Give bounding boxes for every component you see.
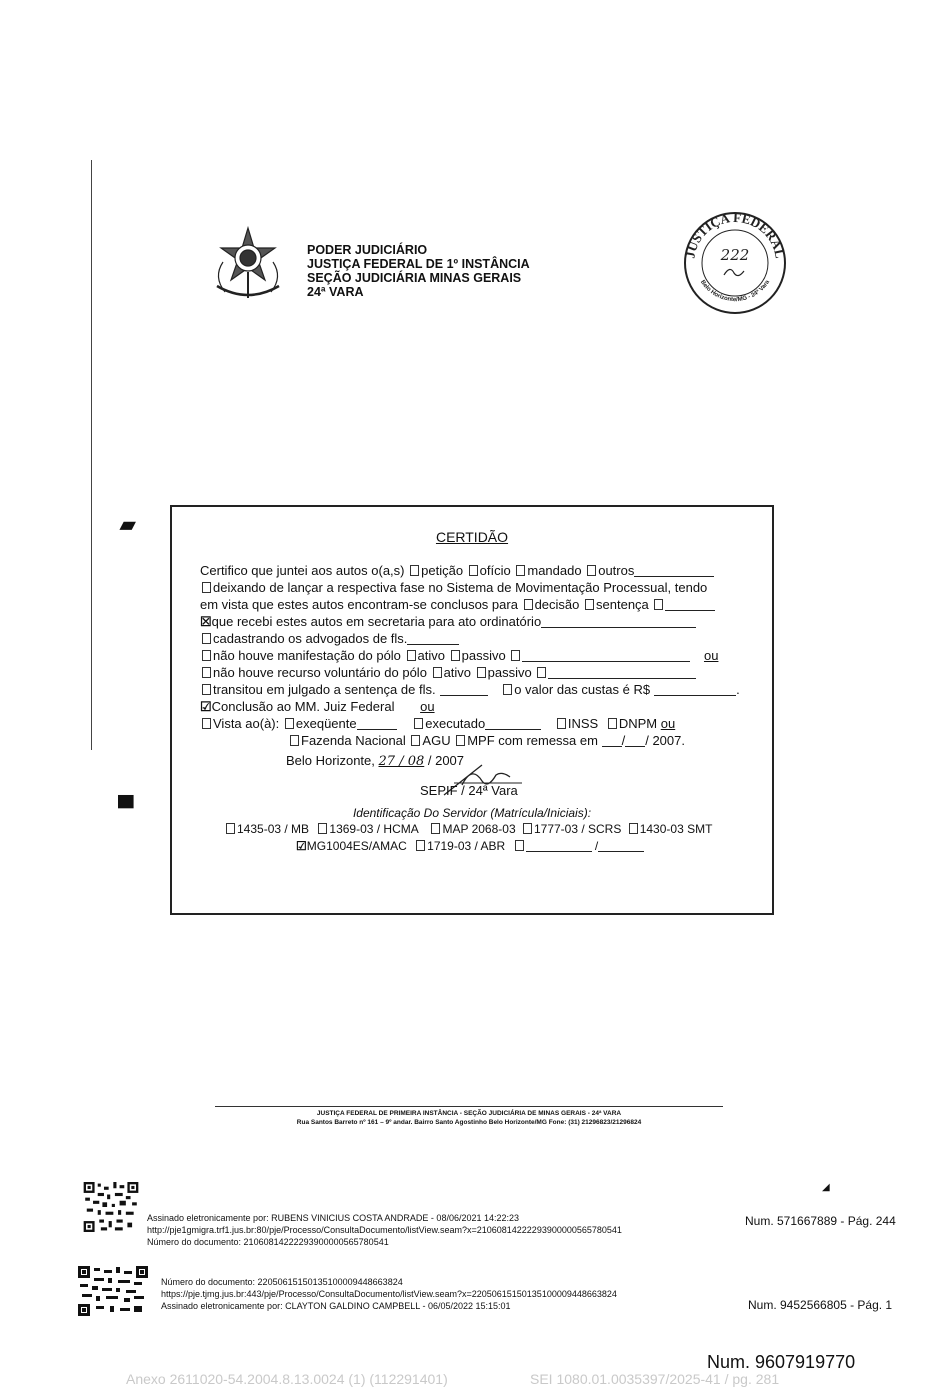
- identificacao-title: Identificação Do Servidor (Matrícula/Iniciais):: [352, 806, 592, 820]
- checkbox-executado[interactable]: [414, 718, 423, 729]
- servidor-code: 1719-03 / ABR: [427, 839, 506, 853]
- text: não houve recurso voluntário do pólo: [213, 665, 427, 680]
- checkbox-vista[interactable]: [202, 718, 211, 729]
- servidor-code: MG1004ES/AMAC: [306, 839, 407, 853]
- document-link[interactable]: https://pje.tjmg.jus.br:443/pje/Processo/ConsultaDocumento/listView.seam?x=22050615150135100009448663824: [161, 1289, 617, 1299]
- coat-of-arms-icon: [205, 222, 291, 308]
- checkbox-sentenca[interactable]: [585, 599, 594, 610]
- label: outros: [598, 563, 635, 578]
- checkbox-decisao[interactable]: [524, 599, 533, 610]
- label: passivo: [487, 665, 532, 680]
- stamp-ring-text: JUSTIÇA FEDERAL: [682, 210, 788, 260]
- cert-line-transito: [200, 682, 740, 698]
- handwritten-date: 27 / 08: [378, 754, 425, 769]
- blank-field[interactable]: [548, 666, 696, 679]
- servidor-code: 1369-03 / HCMA: [329, 822, 419, 836]
- checked-box-icon[interactable]: ☑: [296, 839, 307, 853]
- blank-field[interactable]: [634, 564, 714, 577]
- footer-line-1: JUSTIÇA FEDERAL DE PRIMEIRA INSTÂNCIA - SEÇÃO JUDICIÁRIA DE MINAS GERAIS - 24ª VARA: [316, 1110, 622, 1117]
- cert-line-conclusos: [200, 597, 715, 613]
- servidor-code: MAP 2068-03: [442, 822, 516, 836]
- label: petição: [421, 563, 464, 578]
- stamp-bottom-text: Belo Horizonte/MG - 24ª Vara: [698, 279, 772, 304]
- footer-rule: [215, 1106, 723, 1107]
- footer-line-2: Rua Santos Barreto nº 161 – 9º andar. Bairro Santo Agostinho Belo Horizonte/MG Fone: (31) 21296823/21296824: [296, 1119, 642, 1126]
- checkbox-ativo[interactable]: [433, 667, 442, 678]
- header-line-2: JUSTIÇA FEDERAL DE 1º INSTÂNCIA: [307, 257, 530, 271]
- checkbox-custas[interactable]: [503, 684, 512, 695]
- checkbox-ativo[interactable]: [407, 650, 416, 661]
- servidor-code: 1777-03 / SCRS: [533, 822, 622, 836]
- checkbox-servidor[interactable]: [431, 823, 440, 834]
- blank-field[interactable]: [526, 839, 592, 852]
- checkbox-peticao[interactable]: [410, 565, 419, 576]
- checkbox-other[interactable]: [654, 599, 663, 610]
- checked-box-icon[interactable]: ☑: [200, 699, 212, 714]
- document-num: Num. 9607919770: [707, 1352, 856, 1372]
- servidor-list-1: [224, 821, 712, 837]
- blank-field[interactable]: [522, 649, 690, 662]
- corner-mark-icon: ◢: [822, 1182, 830, 1193]
- header-line-1: PODER JUDICIÁRIO: [307, 243, 428, 257]
- text: que recebi estes autos em secretaria para ato ordinatório: [211, 614, 542, 629]
- label: INSS: [567, 716, 599, 731]
- label: exeqüente: [295, 716, 357, 731]
- text: /: [594, 839, 599, 853]
- label: MPF com remessa em: [467, 733, 598, 748]
- text: Conclusão ao MM. Juiz Federal: [211, 699, 395, 714]
- checked-box-icon[interactable]: ☒: [200, 614, 212, 629]
- label: decisão: [534, 597, 580, 612]
- signature-block-1: [147, 1212, 622, 1248]
- cert-line-lancamento: [200, 580, 707, 596]
- checkbox-servidor[interactable]: [523, 823, 532, 834]
- label: executado: [425, 716, 486, 731]
- signed-by: Assinado eletronicamente por: RUBENS VINICIUS COSTA ANDRADE - 08/06/2021 14:22:23: [147, 1213, 520, 1223]
- court-header: [307, 243, 530, 299]
- text: o valor das custas é R$: [514, 682, 651, 697]
- checkbox-servidor[interactable]: [629, 823, 638, 834]
- ou-label: ou: [420, 699, 435, 714]
- justica-federal-stamp: [682, 210, 788, 316]
- blank-field[interactable]: [598, 839, 644, 852]
- header-line-3: SEÇÃO JUDICIÁRIA MINAS GERAIS: [307, 271, 522, 285]
- document-number: Número do documento: 21060814222293900000565780541: [147, 1237, 389, 1247]
- checkbox-servidor[interactable]: [416, 840, 425, 851]
- punch-hole-mark: ▰: [120, 514, 136, 536]
- checkbox-servidor[interactable]: [515, 840, 524, 851]
- signed-by: Assinado eletronicamente por: CLAYTON GALDINO CAMPBELL - 06/05/2022 15:15:01: [161, 1301, 511, 1311]
- label: passivo: [461, 648, 506, 663]
- blank-field[interactable]: [357, 717, 397, 730]
- date-label: Belo Horizonte,: [286, 753, 375, 768]
- checkbox-mandado[interactable]: [516, 565, 525, 576]
- text: transitou em julgado a sentença de fls.: [213, 682, 436, 697]
- checkbox-dnpm[interactable]: [608, 718, 617, 729]
- stamp-initials-mark: [724, 269, 744, 275]
- checkbox-other[interactable]: [511, 650, 520, 661]
- left-margin-line: [91, 160, 92, 750]
- svg-text:Belo Horizonte/MG - 24ª Vara: [699, 279, 771, 303]
- label: DNPM: [618, 716, 658, 731]
- blank-field[interactable]: [541, 615, 696, 628]
- ou-label: ou: [660, 716, 676, 731]
- qr-code-icon: [78, 1266, 148, 1316]
- blank-field[interactable]: [665, 598, 715, 611]
- sepi-label: SEPIF / 24ª Vara: [420, 783, 518, 798]
- servidor-list-2: [296, 838, 644, 854]
- label: sentença: [596, 597, 649, 612]
- header-line-4: 24ª VARA: [307, 285, 364, 299]
- checkbox-mpf[interactable]: [456, 735, 465, 746]
- checkbox-lancamento[interactable]: [202, 582, 211, 593]
- servidor-code: 1430-03 SMT: [639, 822, 713, 836]
- document-number: Número do documento: 22050615150135100009448663824: [161, 1277, 403, 1287]
- ou-label: ou: [703, 648, 719, 663]
- certidao-box: [170, 505, 774, 915]
- text: cadastrando os advogados de fls.: [213, 631, 408, 646]
- certidao-title: CERTIDÃO: [435, 529, 509, 545]
- cert-line-conclusao: [200, 699, 435, 715]
- cert-line-recurso: [200, 665, 696, 681]
- checkbox-fazenda[interactable]: [290, 735, 299, 746]
- document-link[interactable]: http://pje1gmigra.trf1.jus.br:80/pje/Processo/ConsultaDocumento/listView.seam?x=21060814222293900000565780541: [147, 1225, 622, 1235]
- checkbox-exequente[interactable]: [285, 718, 294, 729]
- servidor-code: 1435-03 / MB: [237, 822, 310, 836]
- blank-field[interactable]: [407, 632, 459, 645]
- checkbox-manifestacao[interactable]: [202, 650, 211, 661]
- label: ativo: [443, 665, 472, 680]
- text: / 2007.: [645, 733, 685, 748]
- checkbox-passivo[interactable]: [451, 650, 460, 661]
- checkbox-outros[interactable]: [587, 565, 596, 576]
- checkbox-servidor[interactable]: [226, 823, 235, 834]
- sei-watermark: SEI 1080.01.0035397/2025-41 / pg. 281: [530, 1371, 780, 1387]
- text: deixando de lançar a respectiva fase no Sistema de Movimentação Processual, tendo: [213, 580, 708, 595]
- blank-field[interactable]: [485, 717, 541, 730]
- blank-field[interactable]: [654, 683, 736, 696]
- text: Vista ao(à):: [213, 716, 280, 731]
- text: .: [736, 682, 740, 697]
- text: não houve manifestação do pólo: [213, 648, 401, 663]
- label: AGU: [422, 733, 451, 748]
- checkbox-inss[interactable]: [557, 718, 566, 729]
- checkbox-recurso[interactable]: [202, 667, 211, 678]
- label: mandado: [527, 563, 582, 578]
- signature-block-2: [161, 1276, 617, 1312]
- cert-line-advogados: [200, 631, 459, 647]
- cert-line-ato-ordinatorio: [200, 614, 696, 630]
- punch-hole-mark: ▀: [118, 795, 134, 820]
- checkbox-transito[interactable]: [202, 684, 211, 695]
- blank-field[interactable]: [602, 734, 622, 747]
- cert-line-manifestacao: [200, 648, 718, 664]
- label: Fazenda Nacional: [301, 733, 406, 748]
- cert-line-vista: [200, 716, 675, 732]
- page-number-2: Num. 9452566805 - Pág. 1: [748, 1298, 893, 1312]
- blank-field[interactable]: [625, 734, 645, 747]
- cert-line-juntada: [200, 563, 714, 579]
- checkbox-other[interactable]: [537, 667, 546, 678]
- cert-line-remessa: Fazenda Nacional AGU MPF com remessa em / / 2007.: [288, 733, 685, 749]
- date-year: / 2007: [427, 753, 465, 768]
- blank-field[interactable]: [440, 683, 488, 696]
- qr-code-icon: [76, 1182, 146, 1232]
- checkbox-servidor[interactable]: [318, 823, 327, 834]
- page-number-1: Num. 571667889 - Pág. 244: [745, 1214, 896, 1228]
- annex-watermark: Anexo 2611020-54.2004.8.13.0024 (1) (112291401): [126, 1371, 448, 1387]
- checkbox-passivo[interactable]: [477, 667, 486, 678]
- text: em vista que estes autos encontram-se conclusos para: [200, 597, 518, 612]
- checkbox-advogados[interactable]: [202, 633, 211, 644]
- stamp-number: 222: [720, 246, 750, 264]
- checkbox-oficio[interactable]: [469, 565, 478, 576]
- checkbox-agu[interactable]: [411, 735, 420, 746]
- text: Certifico que juntei aos autos o(a,s): [200, 563, 405, 578]
- label: ofício: [479, 563, 511, 578]
- label: ativo: [417, 648, 446, 663]
